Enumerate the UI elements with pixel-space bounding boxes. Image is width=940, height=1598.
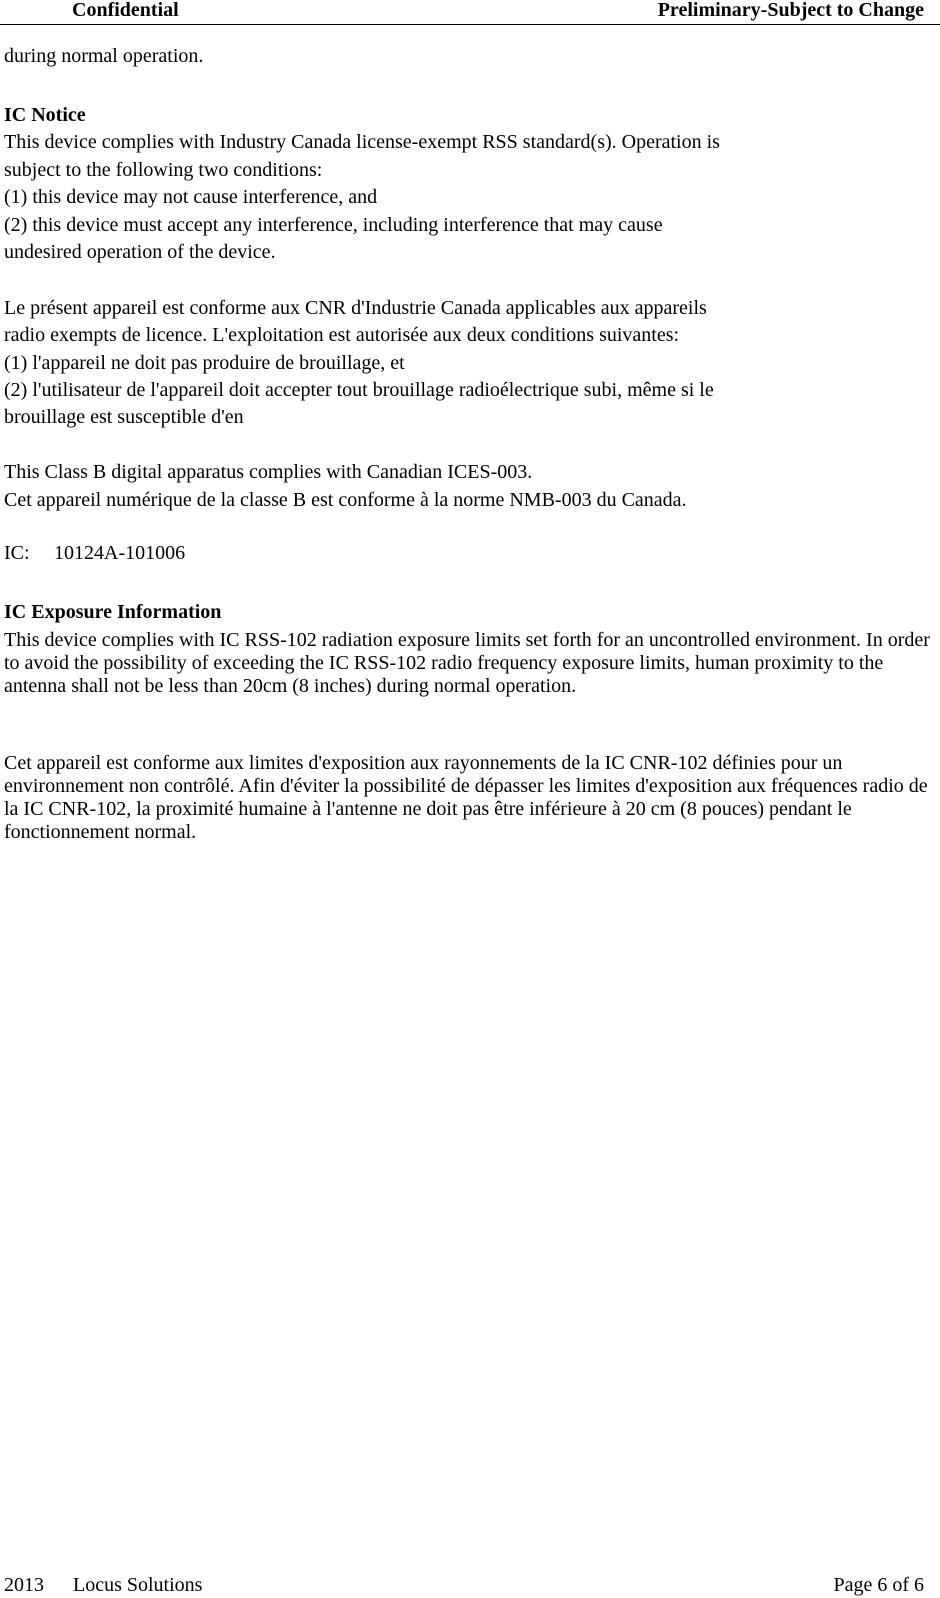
ic-notice-line: This device complies with Industry Canada license-exempt RSS standard(s). Operation is [4,131,720,153]
french-notice-line: Le présent appareil est conforme aux CNR d'Industrie Canada applicables aux appareils [4,297,707,319]
exposure-english-paragraph: This device complies with IC RSS-102 radiation exposure limits set forth for an uncontrolled environment. In order to avoid the possibility of exceeding the IC RSS-102 radio frequency exposure limits, human proximity to the antenna shall not be less than 20cm (8 inches) during normal operation. [4,629,930,697]
ic-notice-line: subject to the following two conditions: [4,159,323,181]
ic-notice-heading: IC Notice [4,104,86,126]
confidential-label: Confidential [72,0,179,21]
french-notice-line: (1) l'appareil ne doit pas produire de brouillage, et [4,352,405,374]
ic-notice-line: (1) this device may not cause interference, and [4,186,378,208]
ic-id-value: 10124A-101006 [54,542,186,564]
page-number: Page 6 of 6 [833,1574,924,1596]
french-notice-line: (2) l'utilisateur de l'appareil doit accepter tout brouillage radioélectrique subi, même si le [4,379,714,401]
class-b-line: Cet appareil numérique de la classe B est conforme à la norme NMB-003 du Canada. [4,489,687,511]
french-notice-line: radio exempts de licence. L'exploitation est autorisée aux deux conditions suivantes: [4,324,680,346]
ic-id-label: IC: [4,542,30,564]
french-notice-line: brouillage est susceptible d'en [4,406,244,428]
ic-notice-line: undesired operation of the device. [4,241,276,263]
continuation-text: during normal operation. [4,45,204,67]
footer-company: Locus Solutions [73,1574,203,1596]
footer-year: 2013 [4,1574,44,1596]
ic-id-line [4,542,185,565]
ic-notice-line: (2) this device must accept any interference, including interference that may cause [4,214,663,236]
page-header [0,0,940,25]
exposure-french-paragraph: Cet appareil est conforme aux limites d'exposition aux rayonnements de la IC CNR-102 définies pour un environnement non contrôlé. Afin d'éviter la possibilité de dépasser les limites d'exposition aux fréquences radio de la IC CNR-102, la proximité humaine à l'antenne ne doit pas être inférieure à 20 cm (8 pouces) pendant le fonctionnement normal. [4,752,928,843]
class-b-line: This Class B digital apparatus complies with Canadian ICES-003. [4,461,533,483]
preliminary-label: Preliminary-Subject to Change [657,0,924,21]
exposure-heading: IC Exposure Information [4,601,222,623]
